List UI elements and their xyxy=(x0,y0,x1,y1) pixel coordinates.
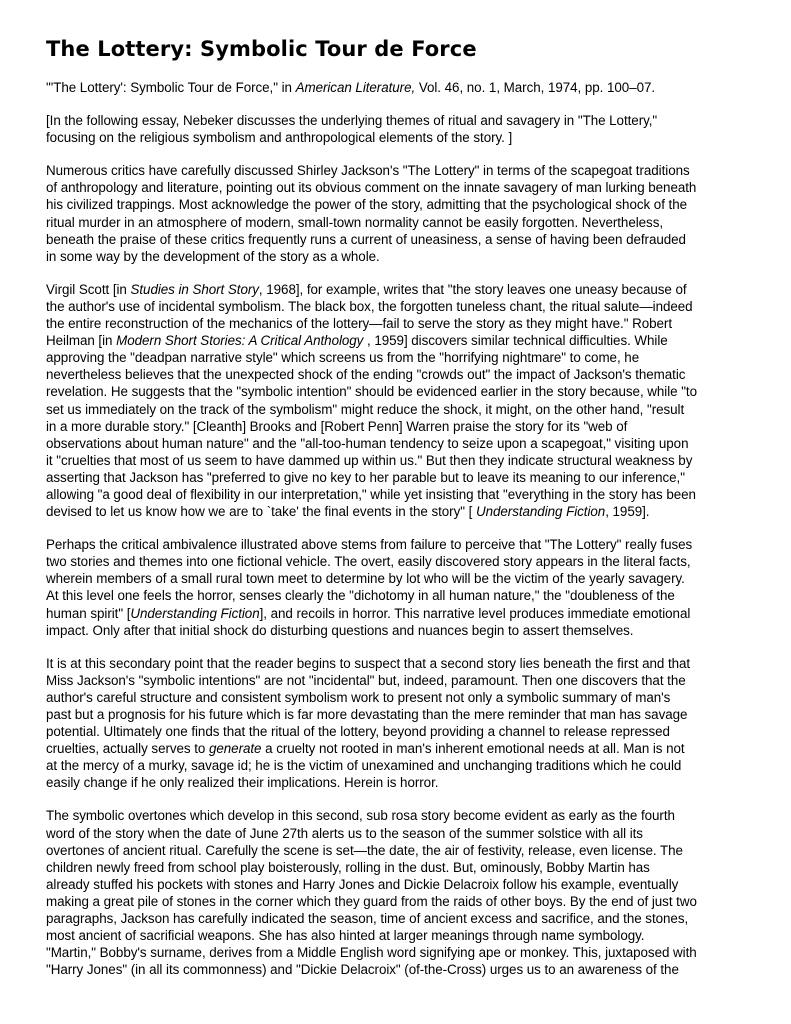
paragraph-1 xyxy=(46,162,776,265)
text-line xyxy=(46,740,776,757)
italic-title: Understanding Fiction xyxy=(475,504,606,520)
text-line xyxy=(46,842,776,859)
text-line xyxy=(46,655,776,672)
text-line xyxy=(46,570,776,587)
text-line xyxy=(46,910,776,927)
text-line xyxy=(46,876,776,893)
text-run: asserting that Jackson has "preferred to give no key to her parable but to leave its meaning to our inference," xyxy=(46,469,685,485)
text-line xyxy=(46,162,776,179)
text-line xyxy=(46,79,776,96)
text-run: of anthropology and literature, pointing out its obvious comment on the innate savagery of man lurking beneath xyxy=(46,180,697,196)
text-line xyxy=(46,196,776,213)
text-run: it "cruelties that most of us seem to have dammed up within us." But then they indicate structural weakness by xyxy=(46,452,693,468)
italic-title: Modern Short Stories: A Critical Anthology xyxy=(116,333,364,349)
text-line xyxy=(46,418,776,435)
text-run: The symbolic overtones which develop in this second, sub rosa story become evident as early as the fourth xyxy=(46,808,675,824)
text-line xyxy=(46,315,776,332)
text-line xyxy=(46,486,776,503)
text-line xyxy=(46,825,776,842)
text-run: ], and recoils in horror. This narrative level produces immediate emotional xyxy=(259,605,691,621)
text-line xyxy=(46,944,776,961)
text-run: impact. Only after that initial shock do disturbing questions and nuances begin to assert themselves. xyxy=(46,622,634,638)
text-run: Vol. 46, no. 1, March, 1974, pp. 100–07. xyxy=(415,80,656,95)
text-line xyxy=(46,179,776,196)
text-run: , 1959]. xyxy=(605,504,650,520)
text-line xyxy=(46,435,776,452)
text-line xyxy=(46,587,776,604)
text-line xyxy=(46,927,776,944)
text-line xyxy=(46,349,776,366)
text-line xyxy=(46,503,776,520)
text-run: allowing "a good deal of flexibility in our interpretation," while yet insisting that "everything in the story has been xyxy=(46,486,696,502)
paragraph-3 xyxy=(46,536,776,639)
text-line xyxy=(46,706,776,723)
document-body xyxy=(46,79,776,978)
text-run: devised to let us know how we are to `take' the final events in the story" [ xyxy=(46,504,476,520)
text-run: the entire reconstruction of the mechanics of the lottery—fail to serve the story as they might have." Robert xyxy=(46,316,672,332)
text-line xyxy=(46,774,776,791)
text-line xyxy=(46,401,776,418)
text-line xyxy=(46,383,776,400)
text-line xyxy=(46,893,776,910)
text-run: beneath the praise of these critics frequently runs a current of uneasiness, a sense of having been defrauded xyxy=(46,231,686,247)
text-run: paragraphs, Jackson has carefully indicated the season, time of ancient excess and sacrifice, and the stones, xyxy=(46,911,689,927)
text-run: "Harry Jones" (in all its commonness) and "Dickie Delacroix" (of-the-Cross) urges us to an awareness of the xyxy=(46,962,679,978)
text-line xyxy=(46,248,776,265)
text-run: author's careful structure and consistent symbolism work to present not only a symbolic summary of man's xyxy=(46,689,671,705)
text-run: in some way by the development of the story as a whole. xyxy=(46,248,380,264)
text-line xyxy=(46,332,776,349)
text-run: the author's use of incidental symbolism. The black box, the forgotten tuneless chant, the ritual salute—indeed xyxy=(46,298,693,314)
text-run: "Martin," Bobby's surname, derives from a Middle English word signifying ape or monkey. This, juxtaposed with xyxy=(46,945,697,961)
paragraph-5 xyxy=(46,807,776,978)
text-run: children newly freed from school play boisterously, rolling in the dust. But, ominously, Bobby Martin has xyxy=(46,859,650,875)
text-line xyxy=(46,622,776,639)
text-line xyxy=(46,689,776,706)
text-line xyxy=(46,281,776,298)
text-line xyxy=(46,112,776,129)
italic-title: Studies in Short Story xyxy=(130,281,259,297)
text-run: in a more durable story." [Cleanth] Brooks and [Robert Penn] Warren praise the story for its "web of xyxy=(46,418,628,434)
text-run: Miss Jackson's "symbolic intentions" are not "incidental" but, indeed, paramount. Then one discovers that the xyxy=(46,672,686,688)
text-line xyxy=(46,469,776,486)
text-run: easily change if he only realized their implications. Herein is horror. xyxy=(46,775,439,791)
text-line xyxy=(46,536,776,553)
text-run: most ancient of sacrificial weapons. She has also hinted at larger meanings through name symbology. xyxy=(46,928,645,944)
text-line xyxy=(46,298,776,315)
text-run: Numerous critics have carefully discussed Shirley Jackson's "The Lottery" in terms of the scapegoat traditions xyxy=(46,163,690,179)
text-run: past but a prognosis for his future which is far more devastating than the mere reminder that man has savage xyxy=(46,707,688,722)
text-run: , 1968], for example, writes that "the story leaves one uneasy because of xyxy=(258,281,687,297)
paragraph-2 xyxy=(46,281,776,520)
text-line xyxy=(46,452,776,469)
citation xyxy=(46,79,776,96)
text-line xyxy=(46,672,776,689)
text-line xyxy=(46,231,776,248)
italic-title: American Literature, xyxy=(295,80,416,95)
text-line xyxy=(46,553,776,570)
text-line xyxy=(46,807,776,824)
text-run: observations about human nature" and the "all-too-human tendency to seize upon a scapegoat," visiting upon xyxy=(46,435,689,451)
text-line xyxy=(46,961,776,978)
text-line xyxy=(46,723,776,740)
text-run: at the mercy of a murky, savage id; he is the victim of unexamined and unchanging traditions which he could xyxy=(46,758,682,774)
text-run: two stories and themes into one fictional vehicle. The overt, easily discovered story appears in the literal facts, xyxy=(46,554,691,570)
text-run: , 1959] discovers similar technical difficulties. While xyxy=(363,333,668,349)
text-run: his civilized trappings. Most acknowledge the power of the story, admitting that the psychological shock of the xyxy=(46,197,688,213)
text-run: human spirit" [ xyxy=(46,605,131,621)
italic-title: Understanding Fiction xyxy=(130,605,260,621)
editor-note xyxy=(46,112,776,146)
text-line xyxy=(46,859,776,876)
text-run: a cruelty not rooted in man's inherent emotional needs at all. Man is not xyxy=(261,741,685,757)
text-line xyxy=(46,366,776,383)
text-line xyxy=(46,214,776,231)
text-run: set us immediately on the track of the symbolism" might reduce the shock, it might, on the other hand, "result xyxy=(46,401,685,417)
text-run: revelation. He suggests that the "symbolic intention" should be evidenced earlier in the story because, while "to xyxy=(46,384,697,400)
document-page xyxy=(46,36,776,994)
text-run: [In the following essay, Nebeker discusses the underlying themes of ritual and savagery in "The Lottery," xyxy=(46,113,658,129)
text-run: potential. Ultimately one finds that the ritual of the lottery, beyond providing a channel to release repressed xyxy=(46,724,670,740)
text-run: focusing on the religious symbolism and anthropological elements of the story. ] xyxy=(46,130,513,146)
text-run: already stuffed his pockets with stones and Harry Jones and Dickie Delacroix follow his example, eventually xyxy=(46,876,679,892)
text-run: approving the "deadpan narrative style" which screens us from the "horrifying nightmare" to come, he xyxy=(46,350,640,366)
text-run: Heilman [in xyxy=(46,333,117,349)
text-line xyxy=(46,605,776,622)
text-run: Virgil Scott [in xyxy=(46,281,131,297)
text-run: wherein members of a small rural town meet to determine by lot who will be the victim of the yearly savagery. xyxy=(46,571,685,587)
text-run: At this level one feels the horror, senses clearly the "dichotomy in all human nature," the "doubleness of the xyxy=(46,588,675,604)
text-run: cruelties, actually serves to xyxy=(46,741,209,757)
text-line xyxy=(46,757,776,774)
italic-title: generate xyxy=(208,741,262,757)
text-run: It is at this secondary point that the reader begins to suspect that a second story lies beneath the first and that xyxy=(46,655,691,671)
text-run: "'The Lottery': Symbolic Tour de Force," in xyxy=(46,80,296,95)
paragraph-4 xyxy=(46,655,776,792)
text-run: word of the story when the date of June 27th alerts us to the season of the summer solstice with all its xyxy=(46,825,643,841)
text-run: making a great pile of stones in the corner which they guard from the raids of other boys. By the end of just two xyxy=(46,893,697,909)
text-run: ritual murder in an atmosphere of modern, small-town normality cannot be easily forgotten. Nevertheless, xyxy=(46,214,664,230)
text-line xyxy=(46,129,776,146)
text-run: Perhaps the critical ambivalence illustrated above stems from failure to perceive that "The Lottery" really fuses xyxy=(46,537,693,553)
page-title: The Lottery: Symbolic Tour de Force xyxy=(46,37,477,61)
text-run: overtones of ancient ritual. Carefully the scene is set—the date, the air of festivity, release, even license. The xyxy=(46,842,683,858)
text-run: nevertheless believes that the unexpected shock of the ending "crowds out" the impact of Jackson's thematic xyxy=(46,367,686,383)
